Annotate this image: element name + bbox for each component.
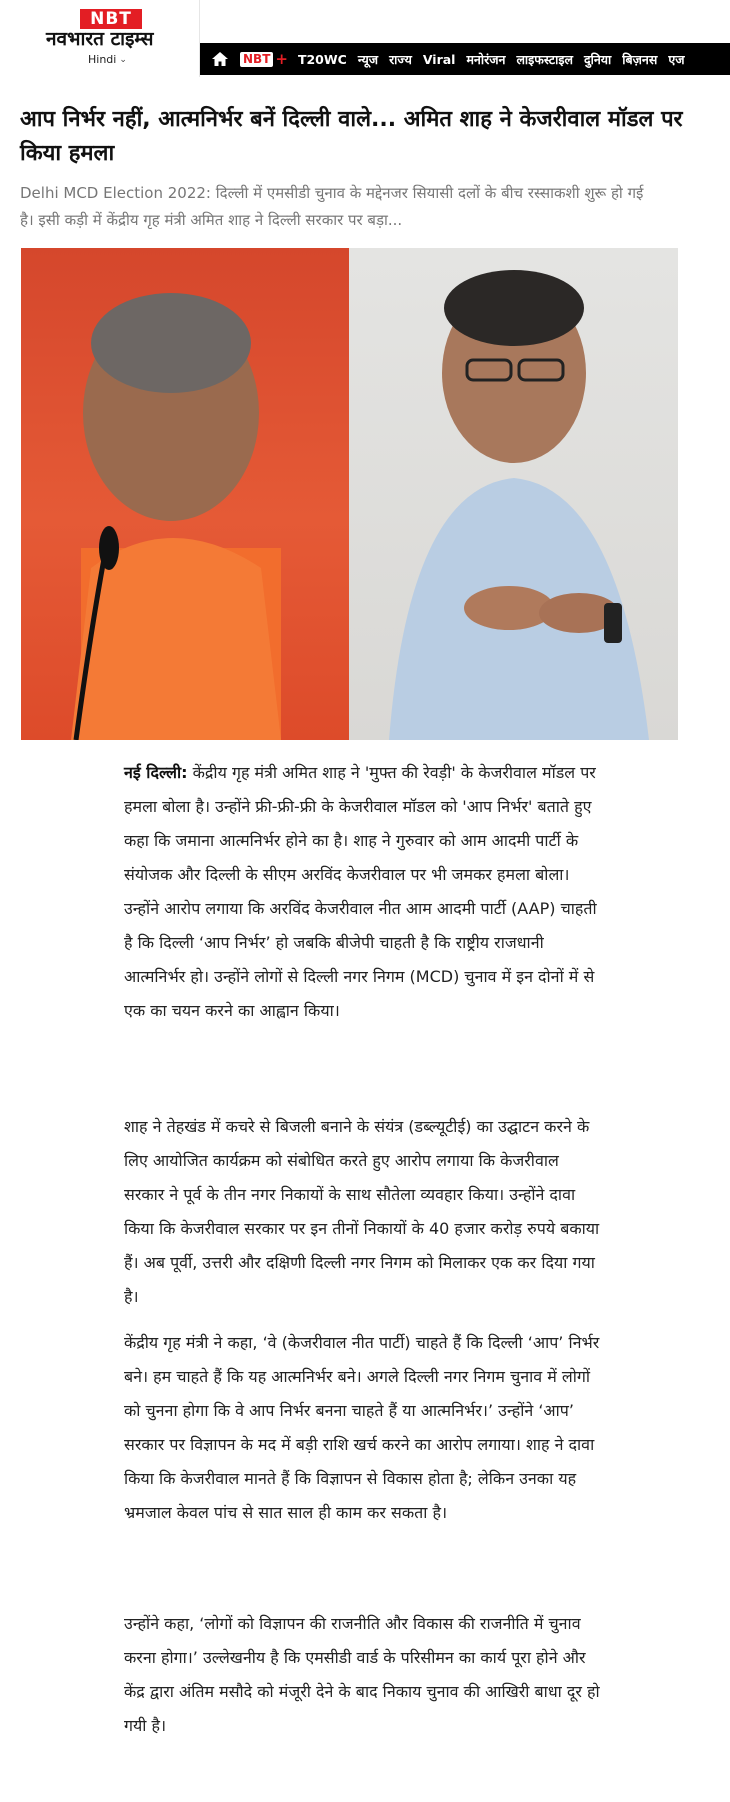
nav-item-states[interactable]: राज्य: [389, 51, 412, 67]
article-paragraph: उन्होंने कहा, ‘लोगों को विज्ञापन की राजनीति और विकास की राजनीति में चुनाव करना होगा।’ उल्लेखनीय है कि एमसीडी वार्ड के परिसीमन का कार्य पूरा होने और केंद्र द्वारा अंतिम मसौदे को मंजूरी देने के बाद निकाय चुनाव की आखिरी बाधा दूर हो गयी है।: [124, 1614, 600, 1735]
nav-item-business[interactable]: बिज़नस: [622, 51, 658, 67]
article-title: आप निर्भर नहीं, आत्मनिर्भर बनें दिल्ली वाले... अमित शाह ने केजरीवाल मॉडल पर किया हमला: [20, 107, 683, 166]
article-hero-image: [21, 248, 678, 740]
language-label: Hindi: [88, 53, 117, 66]
site-header: [0, 0, 730, 77]
plus-icon: +: [275, 50, 288, 68]
article-dateline: नई दिल्ली:: [124, 763, 188, 782]
nav-item-news[interactable]: न्यूज: [357, 51, 379, 67]
article-paragraph: [124, 756, 600, 1028]
nav-item-lifestyle[interactable]: लाइफस्टाइल: [516, 51, 573, 67]
article-summary: Delhi MCD Election 2022: दिल्ली में एमसीडी चुनाव के मद्देनजर सियासी दलों के बीच रस्साकशी शुरू हो गई है। इसी कड़ी में केंद्रीय गृह मंत्री अमित शाह ने दिल्ली सरकार पर बड़ा...: [20, 184, 644, 229]
language-selector[interactable]: [88, 53, 127, 66]
article-paragraph: केंद्रीय गृह मंत्री ने कहा, ‘वे (केजरीवाल नीत पार्टी) चाहते हैं कि दिल्ली ‘आप’ निर्भर बने। हम चाहते हैं कि यह आत्मनिर्भर बने। अगले दिल्ली नगर निगम चुनाव में लोगों को चुनना होगा कि वे आप निर्भर बनना चाहते हैं या आत्मनिर्भर।’ उन्होंने ‘आप’ सरकार पर विज्ञापन के मद में बड़ी राशि खर्च करने का आरोप लगाया। शाह ने दावा किया कि केजरीवाल मानते हैं कि विज्ञापन से विकास होता है; लेकिन उनका यह भ्रमजाल केवल पांच से सात साल ही काम कर सकता है।: [124, 1333, 600, 1522]
nav-nbt-plus[interactable]: [240, 50, 288, 68]
logo-name: नवभारत टाइम्स: [46, 28, 154, 50]
nav-item-more[interactable]: एज: [668, 51, 685, 67]
hero-photo-right: [349, 248, 678, 740]
hero-photo-left: [21, 248, 349, 740]
nbt-plus-badge: NBT: [240, 52, 273, 67]
logo-badge: NBT: [80, 9, 142, 29]
article-paragraph: शाह ने तेहखंड में कचरे से बिजली बनाने के संयंत्र (डब्ल्यूटीई) का उद्घाटन करने के लिए आयोजित कार्यक्रम को संबोधित करते हुए आरोप लगाया कि केजरीवाल सरकार ने पूर्व के तीन नगर निकायों के साथ सौतेला व्यवहार किया। उन्होंने दावा किया कि केजरीवाल सरकार पर इन तीनों निकायों के 40 हजार करोड़ रुपये बकाया हैं। अब पूर्वी, उत्तरी और दक्षिणी दिल्ली नगर निगम को मिलाकर एक कर दिया गया है।: [124, 1117, 600, 1306]
nav-item-viral[interactable]: Viral: [422, 51, 456, 67]
chevron-down-icon: ⌄: [119, 54, 127, 65]
paragraph-text: केंद्रीय गृह मंत्री अमित शाह ने 'मुफ्त की रेवड़ी' के केजरीवाल मॉडल पर हमला बोला है। उन्होंने फ्री-फ्री-फ्री के केजरीवाल मॉडल को 'आप निर्भर' बताते हुए कहा कि जमाना आत्मनिर्भर होने का है। शाह ने गुरुवार को आम आदमी पार्टी के संयोजक और दिल्ली के सीएम अरविंद केजरीवाल पर भी जमकर हमला बोला। उन्होंने आरोप लगाया कि अरविंद केजरीवाल नीत आम आदमी पार्टी (AAP) चाहती है कि दिल्ली ‘आप निर्भर’ हो जबकि बीजेपी चाहती है कि राष्ट्रीय राजधानी आत्मनिर्भर हो। उन्होंने लोगों से दिल्ली नगर निगम (MCD) चुनाव में इन दोनों में से एक का चयन करने का आह्वान किया।: [124, 763, 597, 1020]
nav-item-t20wc[interactable]: T20WC: [297, 51, 347, 67]
nav-bar: [200, 43, 730, 75]
nav-item-world[interactable]: दुनिया: [583, 51, 612, 67]
home-icon[interactable]: [200, 43, 240, 75]
logo[interactable]: [0, 0, 200, 77]
nav-item-entertainment[interactable]: मनोरंजन: [466, 51, 506, 67]
